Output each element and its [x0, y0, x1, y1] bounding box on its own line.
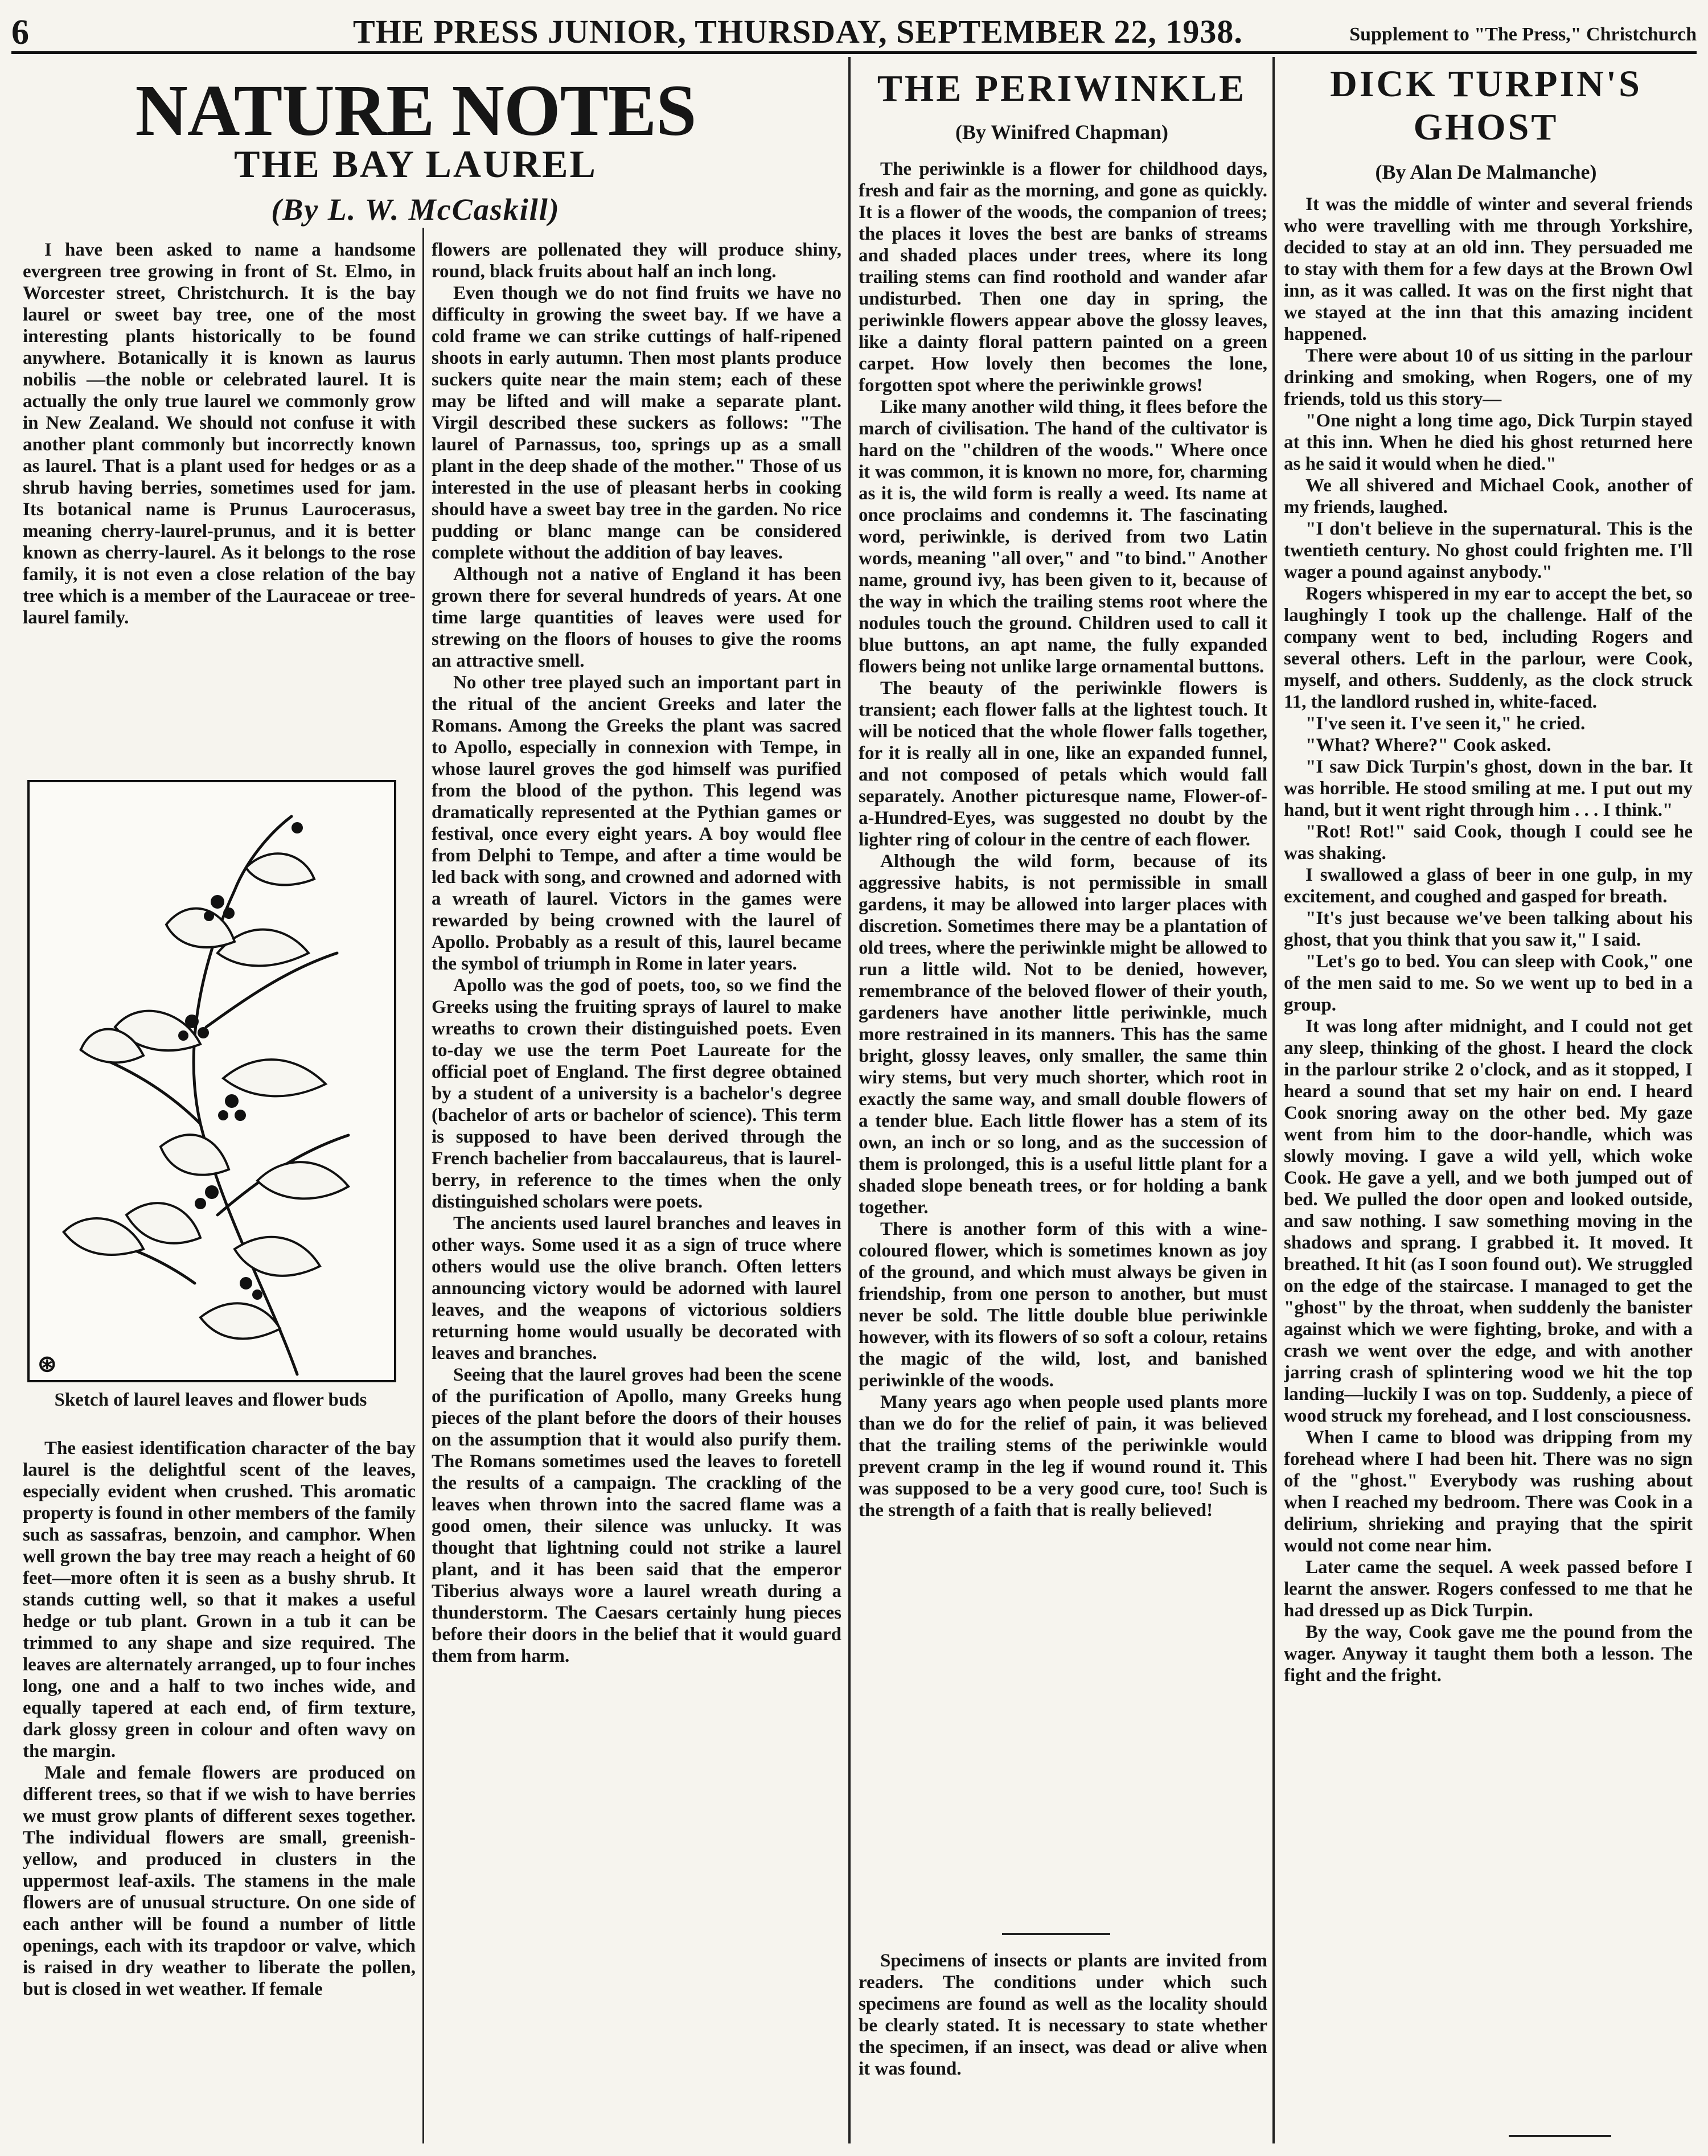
divider — [1002, 1933, 1110, 1935]
paragraph: Although not a native of England it has been grown there for several hundreds of years. At one time large quantities of leaves were used for strewing on the floors of houses to give the rooms an attractive smell. — [432, 564, 841, 671]
paragraph: No other tree played such an important part in the ritual of the ancient Greeks and later the Romans. Among the Greeks the plant was sacred to Apollo, especially in connexion with Tempe, in whose laurel groves the god himself was purified from the blood of the python. This legend was dramatically represented at the Pythian games or festival, once every eight years. A boy would flee from Delphi to Tempe, and after a time would be led back with song, and crowned and adorned with a wreath of laurel. Victors in the games were rewarded by being crowned with the laurel of Apollo. Probably as a result of this, laurel became the symbol of triumph in Rome in later years. — [432, 672, 841, 974]
turpin-heading: DICK TURPIN'S GHOST — [1330, 63, 1642, 148]
paragraph: flowers are pollenated they will produce shiny, round, black fruits about half an inch long. — [432, 240, 841, 282]
paragraph: "One night a long time ago, Dick Turpin stayed at this inn. When he died his ghost returned here as he said it would when he died." — [1284, 410, 1693, 474]
paragraph: "What? Where?" Cook asked. — [1305, 735, 1551, 755]
paragraph: Apollo was the god of poets, too, so we find the Greeks using the fruiting sprays of laurel to make wreaths to crown their distinguished poets. Even to-day we use the term Poet Laureate for the official poet of England. The first degree obtained by a student of a university is a bachelor's degree (bachelor of arts or bachelor of science). This term is supposed to have been derived through the French bachelier from baccalaureus, that is laurel-berry, in reference to the times when the only distinguished scholars were poets. — [432, 975, 841, 1212]
paragraph: Even though we do not find fruits we have no difficulty in growing the sweet bay. If we have a cold frame we can strike cuttings of half-ripened shoots in early autumn. Then most plants produce suckers quite near the main stem; each of these may be lifted and will make a separate plant. Virgil described these suckers as follows: "The laurel of Parnassus, too, springs up as a small plant in the deep shade of the mother." Those of us interested in the use of pleasant herbs in cooking should have a sweet bay tree in the garden. No rice pudding or blanc mange can be considered complete without the addition of bay leaves. — [432, 283, 841, 563]
paragraph: Male and female flowers are produced on different trees, so that if we wish to have berries we must grow plants of different sexes together. The individual flowers are small, greenish-yellow, and produced in clusters in the uppermost leaf-axils. The stamens in the male flowers are of unusual structure. On one side of each anther will be found a number of little openings, each with its trapdoor or valve, which is raised in dry weather to liberate the pollen, but is closed in wet weather. If female — [23, 1763, 416, 1999]
nature-heading: NATURE NOTES — [135, 70, 696, 151]
sketch-caption: Sketch of laurel leaves and flower buds — [54, 1390, 367, 1410]
paragraph: Many years ago when people used plants more than we do for the relief of pain, it was believed that the trailing stems of the periwinkle would prevent cramp in the leg if wound round it. This was supposed to be a very good cure, too! Such is the strength of a faith that is really believed! — [859, 1392, 1267, 1521]
paragraph: "I saw Dick Turpin's ghost, down in the bar. It was horrible. He stood smiling at me. I put out my hand, but it went right through him . . . I think." — [1284, 757, 1693, 820]
periwinkle-column — [859, 158, 1267, 1912]
paragraph: The easiest identification character of the bay laurel is the delightful scent of the leaves, especially evident when crushed. This aromatic property is found in other members of the family such as sassafras, benzoin, and camphor. When well grown the bay tree may reach a height of 60 feet—more often it is seen as a bushy shrub. It stands cutting well, so that it makes a useful hedge or tub plant. Grown in a tub it can be trimmed to any shape and size required. The leaves are alternately arranged, up to four inches long, one and a half to two inches wide, and equally tapered at each end, of firm texture, dark glossy green in colour and often wavy on the margin. — [23, 1438, 416, 1761]
nature-subheading: THE BAY LAUREL — [234, 142, 597, 186]
nature-byline: (By L. W. McCaskill) — [271, 192, 560, 227]
paragraph: There were about 10 of us sitting in the parlour drinking and smoking, when Rogers, one of my friends, told us this story— — [1284, 346, 1693, 409]
paragraph: When I came to blood was dripping from my forehead where I had been hit. There was no sign of the "ghost." Everybody was rushing about when I reached my bedroom. There was Cook in a delirium, shrieking and praying that the spirit would not come near him. — [1284, 1427, 1693, 1556]
column-rule — [848, 57, 851, 2143]
laurel-sketch-illustration — [27, 780, 396, 1382]
paragraph: It was the middle of winter and several friends who were travelling with me through Yorkshire, decided to stay at an old inn. They persuaded me to stay with them for a few days at the Brown Owl inn, as it was called. It was on the first night that we stayed at the inn that this amazing incident happened. — [1284, 194, 1693, 344]
paragraph: "I've seen it. I've seen it," he cried. — [1305, 713, 1586, 734]
turpin-column — [1284, 194, 1693, 2132]
paragraph: Rogers whispered in my ear to accept the bet, so laughingly I took up the challenge. Half of the company went to bed, including Rogers and several others. Left in the parlour, were Cook, myself, and others. Suddenly, as the clock struck 11, the landlord rushed in, white-faced. — [1284, 584, 1693, 712]
paragraph: "Let's go to bed. You can sleep with Cook," one of the men said to me. So we went up to bed in a group. — [1284, 951, 1693, 1015]
paragraph: By the way, Cook gave me the pound from the wager. Anyway it taught them both a lesson. The fight and the fright. — [1284, 1622, 1693, 1686]
nature-column-1-bottom — [23, 1438, 416, 2146]
paragraph: We all shivered and Michael Cook, another of my friends, laughed. — [1284, 475, 1693, 518]
paragraph: It was long after midnight, and I could not get any sleep, thinking of the ghost. I heard the clock in the parlour strike 2 o'clock, and as it stopped, I heard a sound that set my hair on end. I heard Cook snoring away on the other bed. My gaze went from him to the door-handle, which was slowly moving. I gave a wild yell, which woke Cook. He gave a yell, and we both jumped out of bed. We pulled the door open and looked outside, and saw nothing. I saw something moving in the shadows and sprang. I grabbed it. It moved. It breathed. It hit (as I soon found out). We struggled on the edge of the staircase. I managed to get the "ghost" by the throat, when suddenly the banister against which we were fighting, broke, and with a crash we went over the edge, and with another jarring crash of splintering wood we hit the top landing—luckily I was on top. Suddenly, a piece of wood struck my forehead, and I lost consciousness. — [1284, 1016, 1693, 1426]
paragraph: "I don't believe in the supernatural. This is the twentieth century. No ghost could frighten me. I'll wager a pound against anybody." — [1284, 519, 1693, 582]
periwinkle-byline: (By Winifred Chapman) — [955, 121, 1169, 143]
masthead — [11, 8, 1697, 54]
end-divider — [1509, 2135, 1611, 2137]
laurel-sprig-icon — [30, 782, 394, 1380]
page-number: 6 — [11, 13, 29, 52]
paragraph: Although the wild form, because of its aggressive habits, is not permissible in small gardens, it may be allowed into larger places with discretion. Sometimes there may be a plantation of old trees, where the periwinkle might be allowed to run a little wild. Not to be denied, however, remembrance of the beloved flower of their youth, gardeners have another little periwinkle, much more restrained in its manners. This has the same bright, glossy leaves, only smaller, the same thin wiry stems, but very much shorter, which root in exactly the same way, and small double flowers of a tender blue. Each little flower has a stem of its own, an inch or so long, and as the succession of them is prolonged, this is a useful little plant for a shaded slope beneath trees, or for holding a bank together. — [859, 851, 1267, 1218]
paragraph: Like many another wild thing, it flees before the march of civilisation. The hand of the cultivator is hard on the "children of the woods." Where once it was common, it is known no more, for, charming as it is, the wild form is really a weed. Its name at once proclaims and condemns it. The fascinating word, periwinkle, is derived from two Latin words, meaning "all over," and "to bind." Another name, ground ivy, has been given to it, because of the way in which the trailing stems root where the nodules touch the ground. Children used to call it blue buttons, an apt name, the fully expanded flowers being not unlike large ornamental buttons. — [859, 397, 1267, 677]
masthead-supplement: Supplement to "The Press," Christchurch — [1349, 24, 1697, 45]
svg-text:⊛: ⊛ — [38, 1351, 57, 1377]
paragraph: The periwinkle is a flower for childhood days, fresh and fair as the morning, and gone as quickly. It is a flower of the woods, the companion of trees; the places it loves the best are banks of streams and shaded places under trees, where its long trailing stems can find roothold and wander afar undisturbed. Then one day in spring, the periwinkle flowers appear above the glossy leaves, like a dainty floral pattern painted on a green carpet. How lovely then becomes the lone, forgotten spot where the periwinkle grows! — [859, 159, 1267, 396]
paragraph: The beauty of the periwinkle flowers is transient; each flower falls at the lightest touch. It will be noticed that the whole flower falls together, for it is really all in one, like an expanded funnel, and not composed of petals which would fall separately. Another picturesque name, Flower-of-a-Hundred-Eyes, was suggested no doubt by the lighter ring of colour in the centre of each flower. — [859, 678, 1267, 850]
nature-column-1-top — [23, 239, 416, 751]
paragraph: Later came the sequel. A week passed before I learnt the answer. Rogers confessed to me that he had dressed up as Dick Turpin. — [1284, 1557, 1693, 1621]
nature-column-2 — [432, 239, 841, 2143]
paragraph: Seeing that the laurel groves had been the scene of the purification of Apollo, many Greeks hung pieces of the plant before the doors of their houses on the assumption that it would also purify them. The Romans sometimes used the leaves to foretell the results of a campaign. The crackling of the leaves when thrown into the sacred flame was a good omen, their silence was unlucky. It was thought that lightning could not strike a laurel plant, and it has been said that the emperor Tiberius always wore a laurel wreath during a thunderstorm. The Caesars certainly hung pieces before their doors in the belief that it would guard them from harm. — [432, 1365, 841, 1666]
paragraph: "It's just because we've been talking about his ghost, that you think that you saw it," I said. — [1284, 908, 1693, 950]
specimens-note — [859, 1950, 1267, 2143]
turpin-byline: (By Alan De Malmanche) — [1375, 161, 1597, 183]
paragraph: I have been asked to name a handsome evergreen tree growing in front of St. Elmo, in Worcester street, Christchurch. It is the bay laurel or sweet bay tree, one of the most interesting plants historically to be found anywhere. Botanically it is known as laurus nobilis —the noble or celebrated laurel. It is actually the only true laurel we commonly grow in New Zealand. We should not confuse it with another plant commonly but incorrectly known as laurel. That is a plant used for hedges or as a shrub having berries, sometimes used for jam. Its botanical name is Prunus Laurocerasus, meaning cherry-laurel-prunus, and it is better known as cherry-laurel. As it belongs to the rose family, it is not even a close relation of the bay tree which is a member of the Lauraceae or tree-laurel family. — [23, 240, 416, 628]
masthead-title: THE PRESS JUNIOR, THURSDAY, SEPTEMBER 22, 1938. — [353, 13, 1243, 50]
paragraph: Specimens of insects or plants are invited from readers. The conditions under which such specimens are found as well as the locality should be clearly stated. It is necessary to state whether the specimen, if an insect, was dead or alive when it was found. — [859, 1950, 1267, 2079]
paragraph: "Rot! Rot!" said Cook, though I could see he was shaking. — [1284, 822, 1693, 864]
paragraph: The ancients used laurel branches and leaves in other ways. Some used it as a sign of truce where others would use the olive branch. Often letters announcing victory would be adorned with laurel leaves, and the weapons of victorious soldiers returning home would usually be decorated with leaves and branches. — [432, 1213, 841, 1364]
column-rule — [1272, 57, 1275, 2143]
periwinkle-heading: THE PERIWINKLE — [877, 68, 1247, 109]
paragraph: There is another form of this with a wine-coloured flower, which is sometimes known as joy of the ground, and which must always be given in friendship, from one person to another, but must never be sold. The little double blue periwinkle however, with its flowers of so soft a colour, retains the magic of the wild, lost, and banished periwinkle of the woods. — [859, 1219, 1267, 1391]
paragraph: I swallowed a glass of beer in one gulp, in my excitement, and coughed and gasped for breath. — [1284, 865, 1693, 907]
column-rule — [422, 228, 424, 2143]
